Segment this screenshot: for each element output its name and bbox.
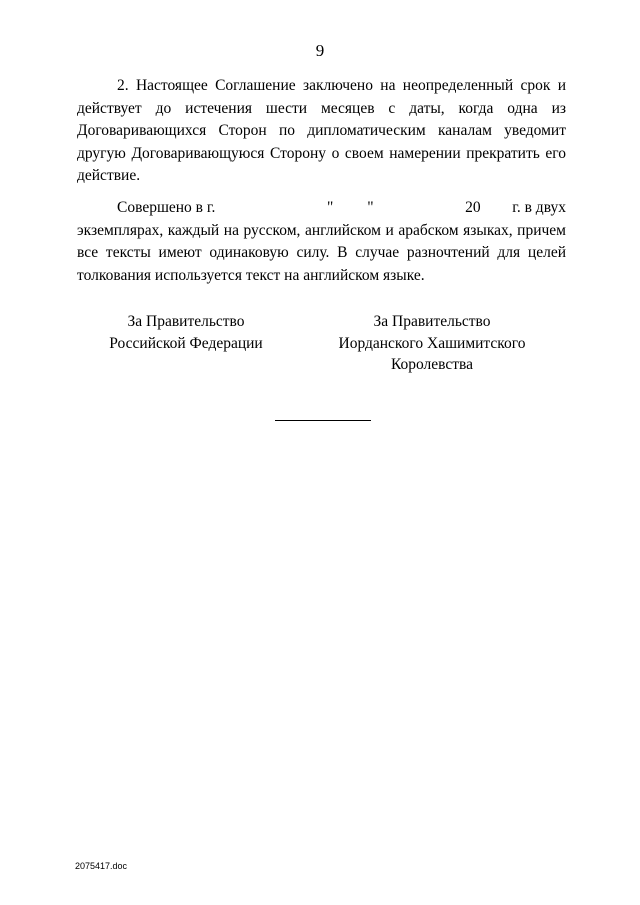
signature-line: Российской Федерации [109,334,263,352]
year-suffix: г. в двух [512,199,566,216]
signature-line: Королевства [390,356,474,373]
done-in-line [77,197,566,220]
signature-block-russia [88,311,284,354]
signature-line: За Правительство [373,313,491,330]
footer-filename: 2075417.doc [75,861,128,871]
done-in-label: Совершено в г. [117,199,216,216]
quote-open: " [326,199,334,216]
page-number: 9 [315,41,325,60]
signature-line: Иорданского Хашимитского [338,334,526,352]
signature-block-jordan [326,311,538,376]
year-prefix: 20 [465,199,481,216]
quote-close: " [367,199,374,216]
paragraph-done-in [77,197,566,287]
closing-divider [275,420,371,421]
date-quotes [327,197,374,220]
paragraph-termination: 2. Настоящее Соглашение заключено на неопределенный срок и действует до истечения шести месяцев с даты, когда одна из Договаривающихся Сторон по дипломатическим каналам уведомит другую Договаривающуюся Сторону о своем намерении прекратить его действие. [77,77,566,184]
signature-line: За Правительство [127,313,245,330]
done-in-rest: экземплярах, каждый на русском, английском и арабском языках, причем все тексты имеют одинаковую силу. В случае разночтений для целей толкования используется текст на английском языке. [77,221,566,284]
